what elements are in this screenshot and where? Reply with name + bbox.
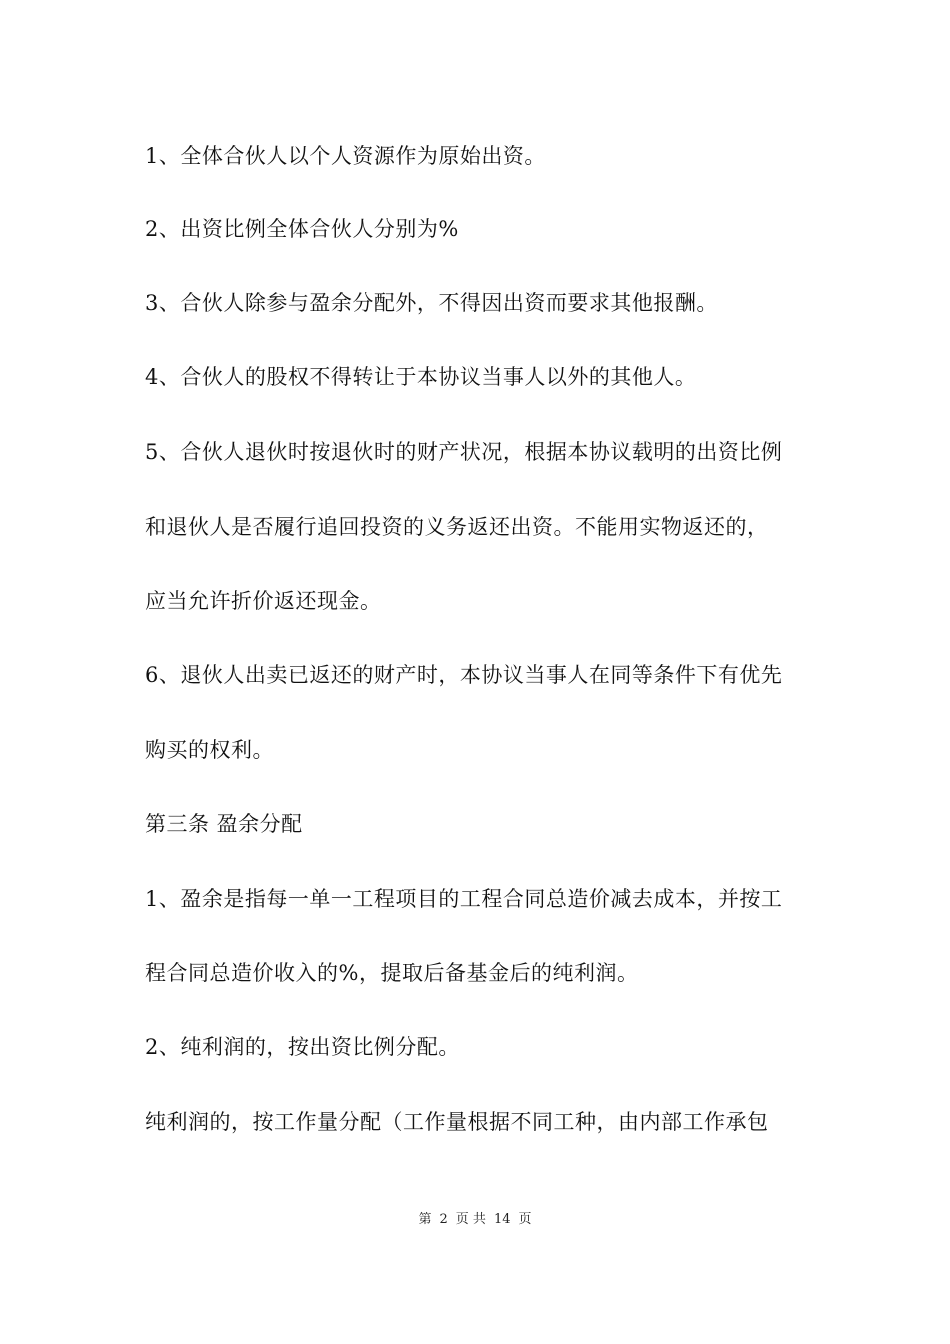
text-line: 4、合伙人的股权不得转让于本协议当事人以外的其他人。 (145, 365, 697, 389)
text-line: 程合同总造价收入的%，提取后备基金后的纯利润。 (145, 961, 639, 985)
text-line: 2、纯利润的，按出资比例分配。 (145, 1035, 460, 1059)
page-footer (0, 1212, 950, 1228)
section-heading: 第三条 盈余分配 (145, 812, 303, 836)
page-number: 2 (439, 1212, 448, 1227)
total-pages: 14 (493, 1212, 511, 1227)
text-line: 5、合伙人退伙时按退伙时的财产状况，根据本协议载明的出资比例 (145, 440, 783, 464)
text-line: 6、退伙人出卖已返还的财产时，本协议当事人在同等条件下有优先 (145, 663, 783, 687)
footer-suffix: 页 (518, 1212, 532, 1227)
text-line: 纯利润的，按工作量分配（工作量根据不同工种，由内部工作承包 (145, 1110, 769, 1134)
text-line: 2、出资比例全体合伙人分别为% (145, 217, 459, 241)
text-line: 和退伙人是否履行追回投资的义务返还出资。不能用实物返还的， (145, 515, 769, 539)
footer-prefix: 第 (418, 1212, 432, 1227)
text-line: 1、全体合伙人以个人资源作为原始出资。 (145, 144, 546, 168)
footer-mid: 页 共 (455, 1212, 486, 1227)
text-line: 1、盈余是指每一单一工程项目的工程合同总造价减去成本，并按工 (145, 887, 783, 911)
text-line: 购买的权利。 (145, 738, 274, 762)
text-line: 应当允许折价返还现金。 (145, 589, 382, 613)
text-line: 3、合伙人除参与盈余分配外，不得因出资而要求其他报酬。 (145, 291, 718, 315)
